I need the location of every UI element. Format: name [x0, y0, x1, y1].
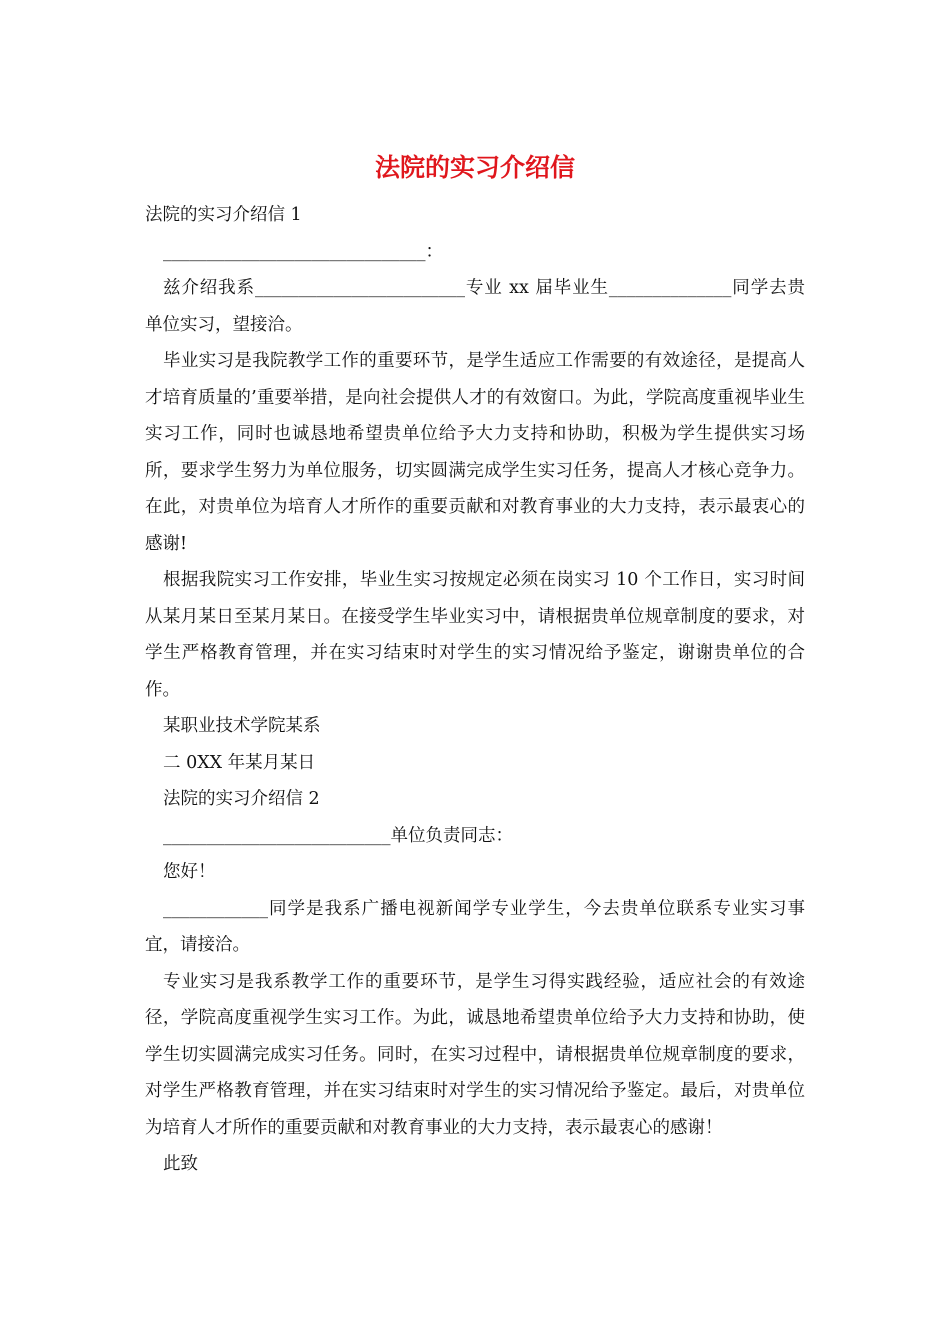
letter1-paragraph-2: 根据我院实习工作安排，毕业生实习按规定必须在岗实习 10 个工作日，实习时间从某月某日至某月某日。在接受学生毕业实习中，请根据贵单位规章制度的要求，对学生严格教育管理，并在实习结束时对学生的实习情况给予鉴定，谢谢贵单位的合作。 [145, 570, 805, 700]
letter1-paragraph-1: 毕业实习是我院教学工作的重要环节，是学生适应工作需要的有效途径，是提高人才培育质量的’重要举措，是向社会提供人才的有效窗口。为此，学院高度重视毕业生实习工作，同时也诚恳地希望贵单位给予大力支持和协助，积极为学生提供实习场所，要求学生努力为单位服务，切实圆满完成学生实习任务，提高人才核心竞争力。在此，对贵单位为培育人才所作的重要贡献和对教育事业的大力支持，表示最衷心的感谢! [145, 351, 805, 554]
document-body [145, 197, 805, 1183]
letter2-heading: 法院的实习介绍信 2 [163, 789, 320, 809]
letter1-date: 二 0XX 年某月某日 [163, 752, 316, 773]
letter1-intro: 兹介绍我系________________________专业 xx 届毕业生______________同学去贵单位实习，望接洽。 [145, 278, 805, 335]
letter2-salutation: __________________________单位负责同志： [163, 825, 513, 846]
letter2-paragraph-1: 专业实习是我系教学工作的重要环节，是学生习得实践经验，适应社会的有效途径，学院高度重视学生实习工作。为此，诚恳地希望贵单位给予大力支持和协助，使学生切实圆满完成实习任务。同时，在实习过程中，请根据贵单位规章制度的要求，对学生严格教育管理，并在实习结束时对学生的实习情况给予鉴定。最后，对贵单位为培育人才所作的重要贡献和对教育事业的大力支持，表示最衷心的感谢！ [145, 971, 805, 1138]
letter2-closing: 此致 [163, 1154, 198, 1174]
letter1-salutation: ______________________________： [163, 241, 443, 262]
letter1-heading: 法院的实习介绍信 1 [145, 205, 302, 225]
letter1-signer: 某职业技术学院某系 [163, 716, 321, 736]
letter2-greeting: 您好！ [163, 862, 216, 882]
document-title: 法院的实习介绍信 [374, 153, 575, 182]
letter2-intro: ____________同学是我系广播电视新闻学专业学生，今去贵单位联系专业实习事宜，请接洽。 [145, 898, 805, 955]
